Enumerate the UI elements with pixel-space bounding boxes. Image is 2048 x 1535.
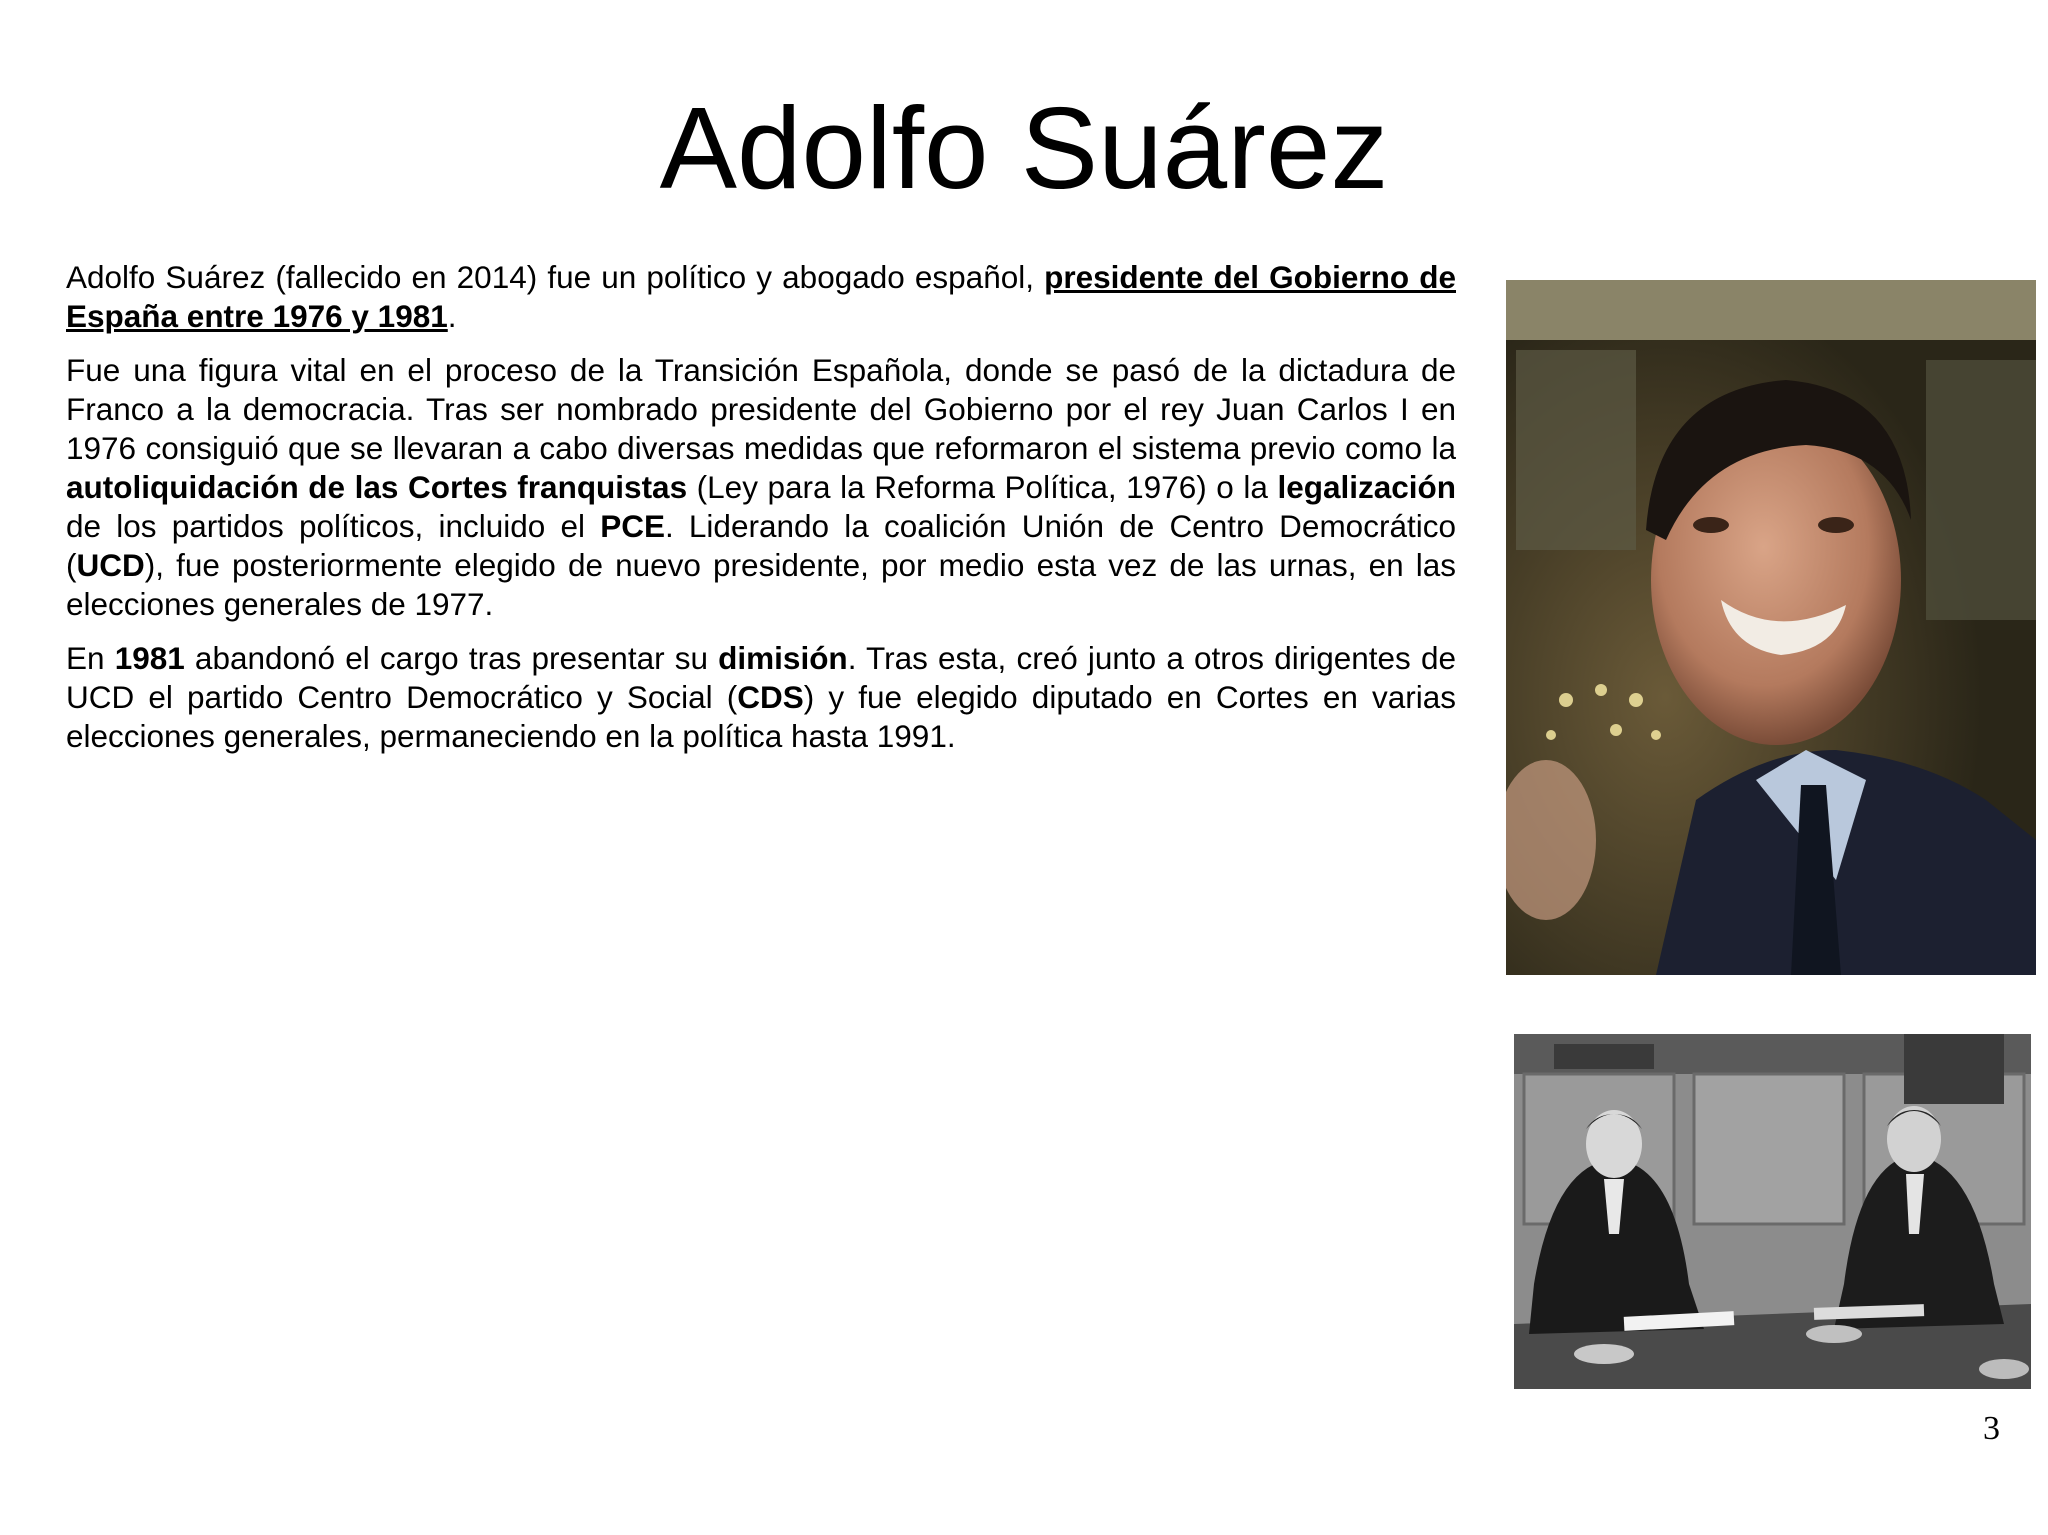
bold-autoliquidacion: autoliquidación de las Cortes franquistas	[66, 469, 688, 505]
meeting-photo	[1514, 1034, 2031, 1389]
slide-body	[66, 258, 1456, 771]
page-number: 3	[1983, 1410, 2000, 1447]
bold-pce: PCE	[600, 508, 665, 544]
slide-title: Adolfo Suárez	[659, 83, 1389, 213]
bold-cds: CDS	[737, 679, 804, 715]
portrait-image	[1506, 280, 2036, 975]
paragraph-2: Fue una figura vital en el proceso de la Transición Española, donde se pasó de la dictadura de Franco a la democracia. Tras ser nombrado presidente del Gobierno por el rey Juan Carlos I en 1976 consiguió que se llevaran a cabo diversas medidas que reformaron el sistema previo como la autoliquidación de las Cortes franquistas (Ley para la Reforma Política, 1976) o la legalización de los partidos políticos, incluido el PCE. Liderando la coalición Unión de Centro Democrático (UCD), fue posteriormente elegido de nuevo presidente, por medio esta vez de las urnas, en las elecciones generales de 1977.	[66, 352, 1456, 622]
paragraph-3: En 1981 abandonó el cargo tras presentar su dimisión. Tras esta, creó junto a otros dirigentes de UCD el partido Centro Democrático y Social (CDS) y fue elegido diputado en Cortes en varias elecciones generales, permaneciendo en la política hasta 1991.	[66, 640, 1456, 754]
paragraph-1: Adolfo Suárez (fallecido en 2014) fue un político y abogado español, presidente del Gobierno de España entre 1976 y 1981.	[66, 259, 1456, 334]
highlight-presidency: presidente del Gobierno de España entre 1976 y 1981	[66, 259, 1456, 334]
meeting-image	[1514, 1034, 2031, 1389]
bold-1981: 1981	[114, 640, 185, 676]
portrait-photo	[1506, 280, 2036, 975]
bold-ucd: UCD	[76, 547, 145, 583]
bold-legalizacion: legalización	[1277, 469, 1456, 505]
bold-dimision: dimisión	[718, 640, 848, 676]
